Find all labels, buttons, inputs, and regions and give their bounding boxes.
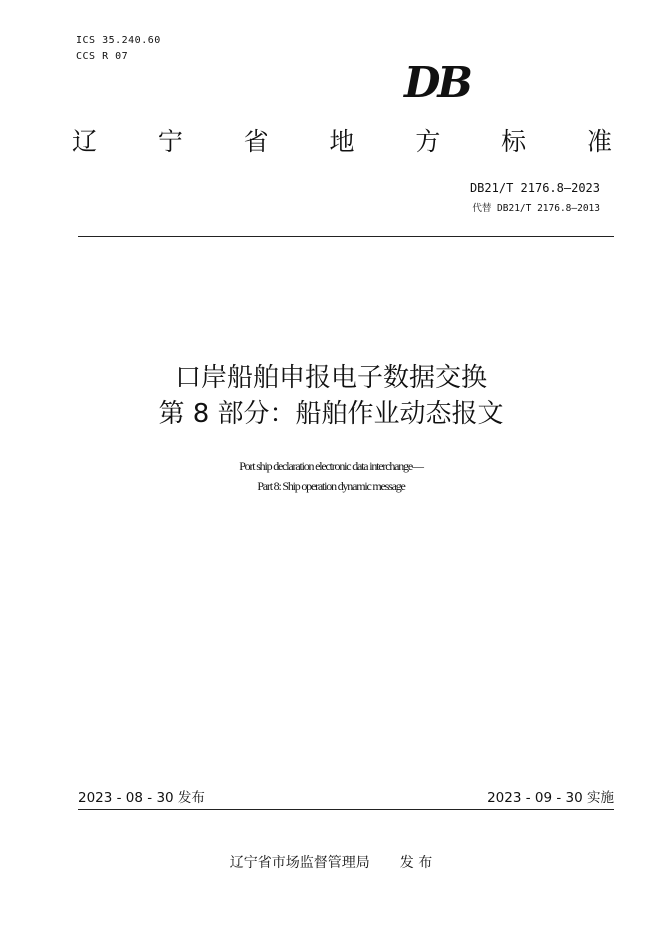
- standard-type-char: 省: [243, 127, 269, 156]
- issuer-action: 发 布: [399, 855, 433, 871]
- bottom-divider: [78, 809, 614, 810]
- ics-code: ICS 35.240.60: [76, 35, 161, 46]
- english-title-line-1: Port ship declaration electronic data interchange—: [239, 459, 423, 473]
- standard-type-char: 宁: [157, 127, 183, 156]
- db-logo: DB: [404, 58, 470, 107]
- standard-type-char: 标: [501, 127, 527, 156]
- title-line-1: 口岸船舶申报电子数据交换: [174, 363, 487, 393]
- implementation-date: 2023 - 09 - 30 实施: [487, 790, 614, 806]
- issuer-line: [0, 853, 662, 873]
- standard-type-char: 地: [329, 127, 355, 156]
- top-divider: [78, 236, 614, 237]
- standard-type-char: 方: [415, 127, 441, 156]
- classification-codes: [76, 33, 161, 65]
- english-title-line-2: Part 8: Ship operation dynamic message: [257, 479, 405, 493]
- replaces-standard: 代替 DB21/T 2176.8—2013: [472, 203, 600, 214]
- document-title: [0, 360, 662, 432]
- standard-type-char: 辽: [72, 127, 98, 156]
- issuer-name: 辽宁省市场监督管理局: [229, 855, 370, 871]
- english-title: [0, 456, 662, 496]
- standard-type-heading: [72, 126, 612, 158]
- title-line-2: 第 8 部分：船舶作业动态报文: [158, 399, 504, 429]
- standard-type-char: 准: [586, 127, 612, 156]
- standard-number: DB21/T 2176.8—2023: [469, 181, 600, 195]
- ccs-code: CCS R 07: [76, 51, 129, 62]
- issue-date: 2023 - 08 - 30 发布: [78, 790, 205, 806]
